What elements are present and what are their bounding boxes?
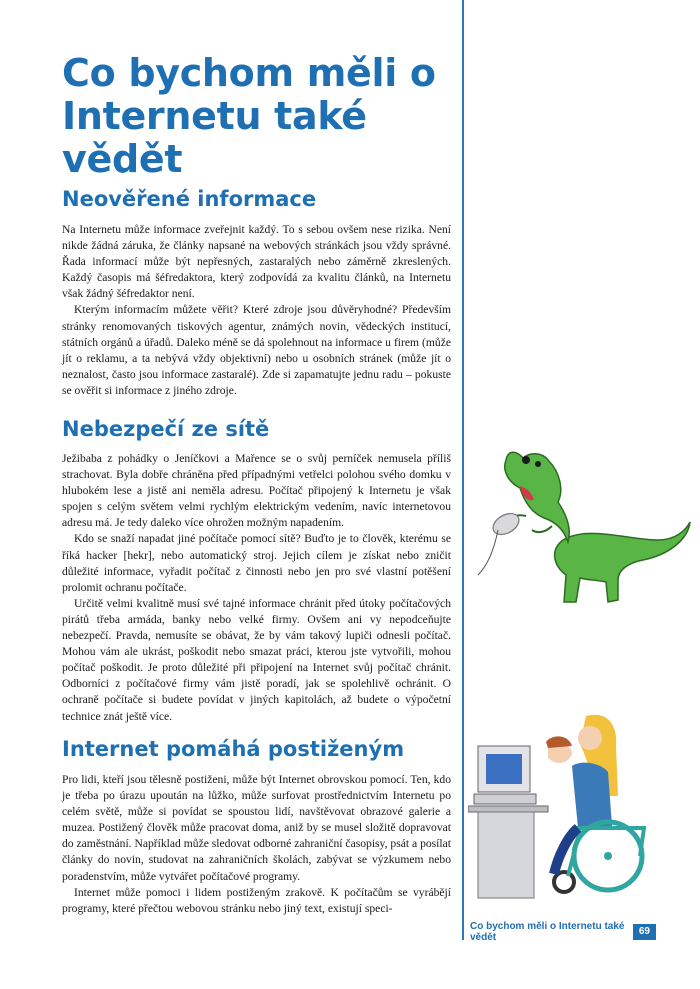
- paragraph: Určitě velmi kvalitně musí své tajné informace chránit před útoky počítačových pirátů třeba armáda, banky nebo velké firmy. Ovšem ani vy nepodceňujte nebezpečí. Pravda, nemusíte se obávat, že by vám takový lupiči odnesli počítač. Mohou vám ale ukrást, poškodit nebo smazat práci, kterou jste vytvořili, mohou počítač poškodit. Je proto důležité při připojení na Internet svůj počítač chránit. Odborníci z počítačové firmy vám jistě poradí, jak se spolehlivě ochránit. O ochraně počítače si budete povídat v jiných kapitolách, až budete o výpočetní technice znát ještě více.: [62, 596, 451, 723]
- paragraph: Kterým informacím můžete věřit? Které zdroje jsou důvěryhodné? Především stránky renomovaných tiskových agentur, známých novin, vědeckých institucí, státních orgánů a úřadů. Daleko méně se dá spolehnout na informace u firem (může jít o reklamu, a ta nebývá vždy objektivní) nebo u osobních stránek (může jít o neznalost, často jsou informace zastaralé). Zde si zapamatujte jednu radu – pokuste se ověřit si informace z jiného zdroje.: [62, 303, 451, 397]
- footer-title: Co bychom měli o Internetu také vědět: [470, 921, 625, 943]
- page-title: Co bychom měli o Internetu také vědět: [62, 51, 436, 181]
- computer-icon: [468, 746, 548, 898]
- dinosaur-illustration: [468, 430, 698, 620]
- page-footer: [470, 921, 656, 943]
- section-body-disabled: [62, 772, 451, 917]
- section-heading-danger: Nebezpečí ze sítě: [62, 417, 270, 441]
- page-number: 69: [633, 924, 656, 940]
- title-block: [62, 52, 450, 181]
- section-body-unverified: [62, 222, 451, 399]
- paragraph: Na Internetu může informace zveřejnit každý. To s sebou ovšem nese rizika. Není nikde žádná záruka, že články napsané na webových stránkách jsou vždy správné. Řada informací může být nepřesných, zastaralých nebo záměrně zkreslených. Každý časopis má šéfredaktora, který zodpovídá za kvalitu článků, na Internetu však žádný šéfredaktor není.: [62, 223, 451, 301]
- dinosaur-icon: [478, 452, 690, 602]
- vertical-divider: [462, 0, 464, 940]
- paragraph: Pro lidi, kteří jsou tělesně postiženi, může být Internet obrovskou pomocí. Ten, kdo je třeba po úrazu upoután na lůžko, může surfovat prostřednictvím Internetu po celém světě, může si povídat se spoustou lidí, navštěvovat obrazové galerie a muzea. Postižený člověk může pracovat doma, aniž by se musel složitě dopravovat do zaměstnání. Například může sledovat odborné zahraniční časopisy, psát a posílat články do novin, studovat na zahraničních školách, zabývat se výzkumem nebo poradenstvím, může vytvářet počítačové programy.: [62, 773, 451, 883]
- wheelchair-illustration: [468, 706, 668, 902]
- paragraph: Internet může pomoci i lidem postiženým zrakově. K počítačům se vyrábějí programy, které přečtou webovou stránku nebo jiný text, existují speci-: [62, 885, 451, 915]
- paragraph: Kdo se snaží napadat jiné počítače pomocí sítě? Buďto je to člověk, kterému se říká hacker [hekr], nebo automatický stroj. Jejich cílem je získat nebo zničit důležité informace, vyřadit počítač z činnosti nebo jen pro své vlastní potěšení prolomit ochranu počítače.: [62, 532, 451, 594]
- wheelchair-icon: [554, 822, 644, 892]
- section-body-danger: [62, 451, 451, 725]
- section-heading-unverified: Neověřené informace: [62, 187, 317, 211]
- paragraph: Ježibaba z pohádky o Jeníčkovi a Mařence se o svůj perníček nemusela příliš strachovat. Byla dobře chráněna před případnými vetřelci polohou svého domku v hlubokém lese a jistě ani neměla adresu. Počítač připojený k Internetu je však spojen s celým světem velmi rychlým elektrickým vedením, navíc internetovou adresu má. Je tedy daleko více ohrožen možným napadením.: [62, 452, 451, 530]
- section-heading-disabled: Internet pomáhá postiženým: [62, 737, 405, 761]
- person-icon: [546, 715, 618, 828]
